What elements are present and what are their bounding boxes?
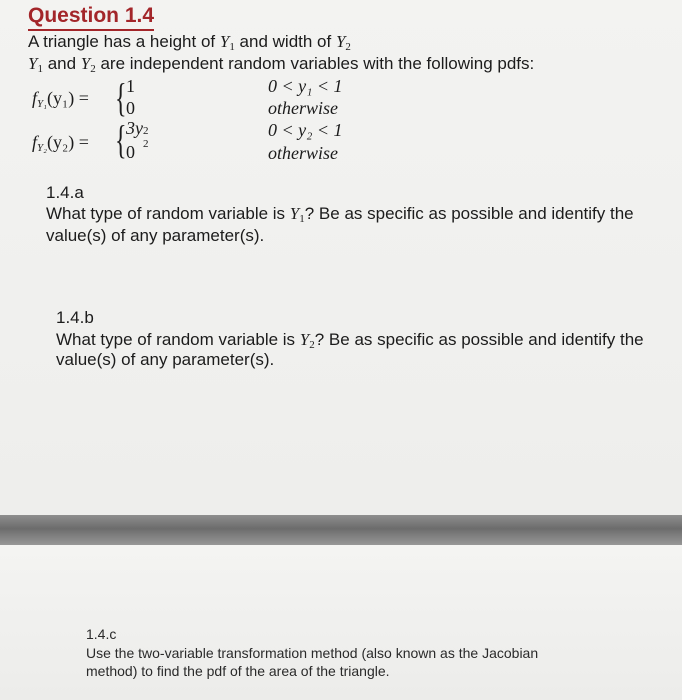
var-y2: $Y_2$ xyxy=(299,330,315,351)
pdf2-case1-condition: 0 < y₂ < 1 xyxy=(268,120,343,140)
pdf1-case1-condition: 0 < y₁ < 1 xyxy=(268,76,343,96)
part-b-question-line1: What type of random variable is $Y_2$? Be as specific as possible and identify the xyxy=(56,330,644,351)
pdf2-case2-value: 0 xyxy=(126,142,135,162)
intro-lead-text: A triangle has a height of xyxy=(28,32,220,51)
part-a-label: 1.4.a xyxy=(46,183,84,202)
part-a-question-line2: value(s) of any parameter(s). xyxy=(46,226,265,245)
var-y2: $Y_2$ xyxy=(335,32,351,53)
pdf1-brace: { xyxy=(115,75,127,120)
line2-mid-text: and xyxy=(42,54,81,73)
intro-mid-text: and width of xyxy=(234,32,336,51)
pdf1-case2-condition: otherwise xyxy=(268,98,338,118)
part-c-question-line1: Use the two-variable transformation method (also known as the Jacobian xyxy=(86,645,539,661)
var-y1: $Y_1$ xyxy=(289,204,305,225)
var-y2: $Y_2$ xyxy=(80,54,96,75)
part-b-question-line2: value(s) of any parameter(s). xyxy=(56,350,275,369)
part-a-question-line1: What type of random variable is $Y_1$? Be as specific as possible and identify the xyxy=(46,204,634,225)
pdf1-case2-value: 0 xyxy=(126,98,135,118)
intro-line xyxy=(28,32,351,53)
independence-line xyxy=(28,54,534,75)
pdf2-lhs: $f_{Y_2}(y_2)$ = xyxy=(32,132,89,154)
page-divider-band xyxy=(0,515,682,545)
pdf1-lhs: $f_{Y_1}(y_1)$ = xyxy=(32,88,89,110)
part-c-label: 1.4.c xyxy=(86,626,117,642)
pdf2-case1-value: 3y 2 2 xyxy=(126,118,149,150)
line2-tail-text: are independent random variables with the following pdfs: xyxy=(95,54,535,73)
question-title: Question 1.4 xyxy=(28,4,154,31)
pdf2-brace: { xyxy=(115,117,127,162)
part-c-question-line2: method) to find the pdf of the area of the triangle. xyxy=(86,663,390,679)
var-y1: $Y_1$ xyxy=(28,54,43,75)
pdf1-case1-value: 1 xyxy=(126,76,135,96)
pdf2-case2-condition: otherwise xyxy=(268,143,338,163)
var-y1: $Y_1$ xyxy=(219,32,235,53)
part-b-label: 1.4.b xyxy=(56,308,94,327)
